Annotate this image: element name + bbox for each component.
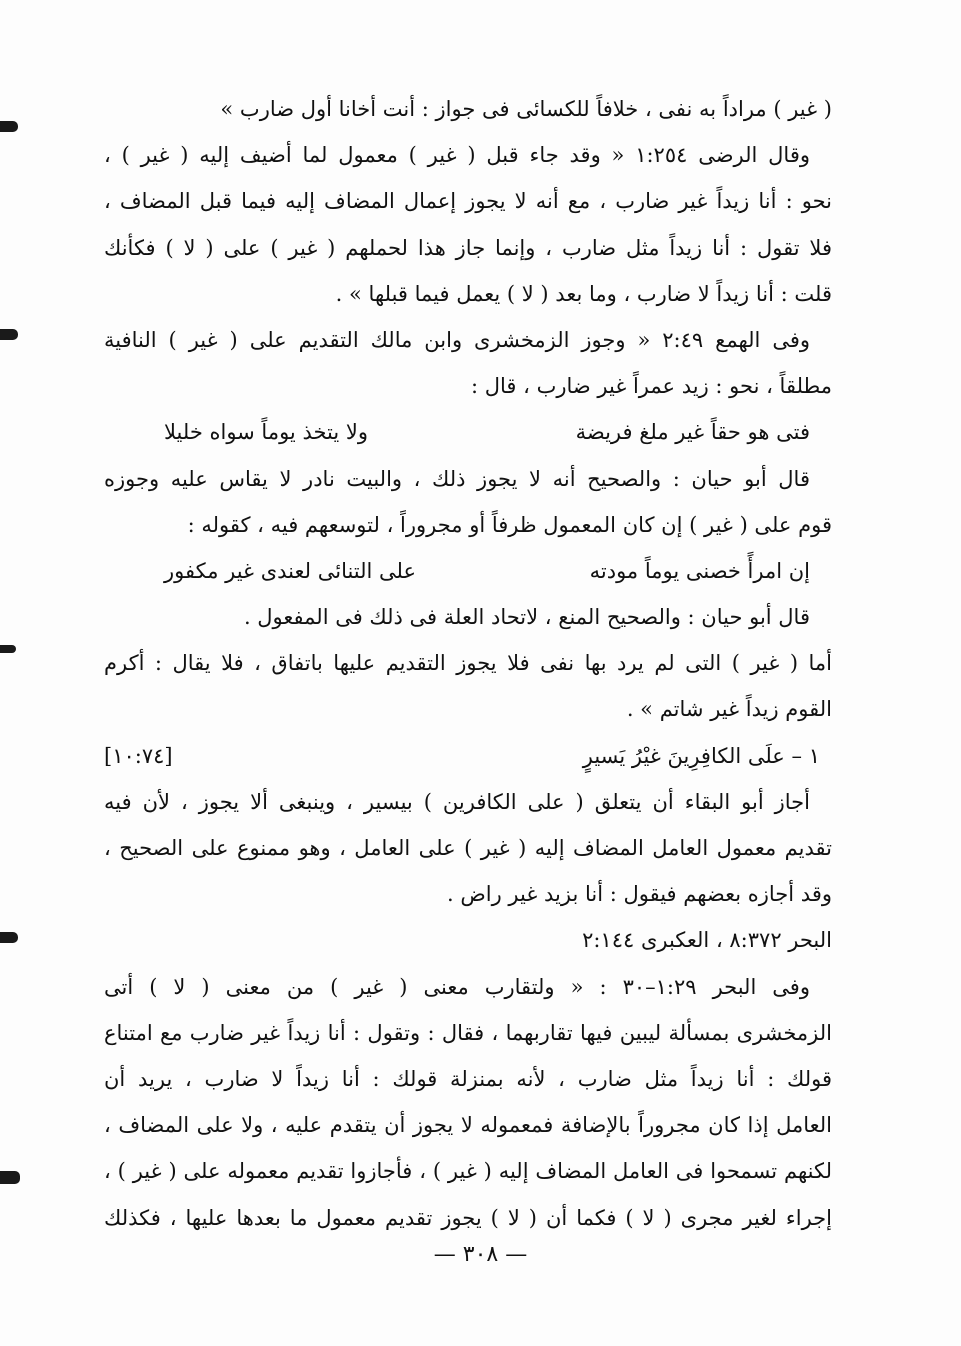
text-line: قال أبو حيان : والصحيح المنع ، لاتحاد العلة فى ذلك فى المفعول .	[243, 605, 810, 630]
text-line: لكنهم تسمحوا فى العامل المضاف إليه ( غير ) ، فأجازوا تقديم معموله على ( غير ) ،	[104, 1159, 832, 1184]
page-body	[104, 86, 832, 1241]
text-line: قلت : أنا زيداً لا ضارب ، وما بعد ( لا ) يعمل فيما قبلها » .	[335, 281, 832, 306]
text-line: قال أبو حيان : والصحيح أنه لا يجوز ذلك ، والبيت نادر لا يقاس عليه وجوزه	[104, 466, 810, 491]
text-line: الزمخشرى بمسألة ليبين فيها تقاربهما ، فقال : وتقول : أنا زيداً غير ضارب مع امتناع	[104, 1020, 832, 1045]
text-line: العامل إذا كان مجروراً بالإضافة فمعموله لا يجوز أن يتقدم عليه ، ولا على المضاف ،	[104, 1113, 832, 1138]
text-line: قولك : أنا زيداً مثل ضارب ، لأنه بمنزلة قولك : أنا زيداً لا ضارب ، يريد أن	[104, 1066, 832, 1091]
text-line: ( غير ) مراداً به نفى ، خلافاً للكسائى فى جواز : أنت أخانا أول ضارب »	[220, 97, 832, 121]
text-line: نحو : أنا زيداً غير ضارب ، مع أنه لا يجوز إعمال المضاف إليه فيما قبل المضاف ،	[104, 189, 832, 214]
binding-mark	[0, 645, 16, 653]
text-line: أما ( غير ) التى لم يرد بها نفى فلا يجوز التقديم عليها باتفاق ، فلا يقال : أكرم	[104, 651, 832, 676]
text-line: وقال الرضى ١:٢٥٤ « وقد جاء قبل ( غير ) معمول لما أضيف إليه ( غير ) ،	[104, 143, 810, 168]
text-line: مطلقاً ، نحو : زيد عمراً غير ضارب ، قال :	[471, 374, 832, 399]
text-line: وقد أجازه بعضهم فيقول : أنا بزيد غير راض .	[447, 882, 832, 907]
verse-number: ١ –	[791, 743, 820, 768]
verse-first-hemistich: إن امرأً خصنى يوماً مودته	[589, 558, 810, 583]
verse-reference: [١٠:٧٤]	[104, 743, 173, 768]
text-line: وفى البحر ١:٢٩–٣٠ : « ولتقارب معنى ( غير ) من معنى ( لا ) أتى	[104, 974, 810, 999]
verse-second-hemistich: على التنائى لعندى غير مكفور	[164, 558, 417, 583]
page-number: — ٣٠٨ —	[433, 1242, 528, 1267]
quran-verse-heading	[104, 733, 832, 779]
text-line: قوم على ( غير ) إن كان المعمول ظرفاً أو مجروراً ، لتوسعهم فيه ، كقوله :	[187, 512, 832, 537]
verse-first-hemistich: فتى هو حقاً غير ملغ فريضة	[575, 420, 810, 445]
poetry-verse	[104, 409, 832, 455]
verse-second-hemistich: ولا يتخذ يوماً سواه خليلا	[164, 420, 369, 445]
text-line: إجراء لغير مجرى ( لا ) فكما أن ( لا ) يجوز تقديم معمول ما بعدها عليها ، فكذلك	[104, 1205, 832, 1230]
verse-text: علَى الكافِرِينَ غيْرُ يَسيرٍ	[582, 743, 785, 768]
binding-mark	[0, 932, 18, 943]
text-line: القوم زيداً غير شاتم » .	[626, 697, 832, 722]
text-line: تقديم معمول العامل المضاف إليه ( غير ) على العامل ، وهو ممنوع على الصحيح ،	[104, 836, 832, 860]
text-line: أجاز أبو البقاء أن يتعلق ( على الكافرين ) بيسير ، وينبغى ألا يجوز ، لأن فيه	[104, 789, 810, 814]
binding-mark	[0, 329, 18, 340]
poetry-verse	[104, 548, 832, 594]
text-line: وفى الهمع ٢:٤٩ « وجوز الزمخشرى وابن مالك التقديم على ( غير ) النافية	[104, 327, 810, 352]
binding-mark	[0, 1171, 20, 1184]
binding-mark	[0, 121, 18, 132]
source-reference: البحر ٨:٣٧٢ ، العكبرى ٢:١٤٤	[582, 928, 832, 953]
verse-entry	[583, 733, 820, 779]
text-line: فلا تقول : أنا زيداً مثل ضارب ، وإنما جاز هذا لحملهم ( غير ) على ( لا ) فكأنك	[104, 235, 832, 260]
